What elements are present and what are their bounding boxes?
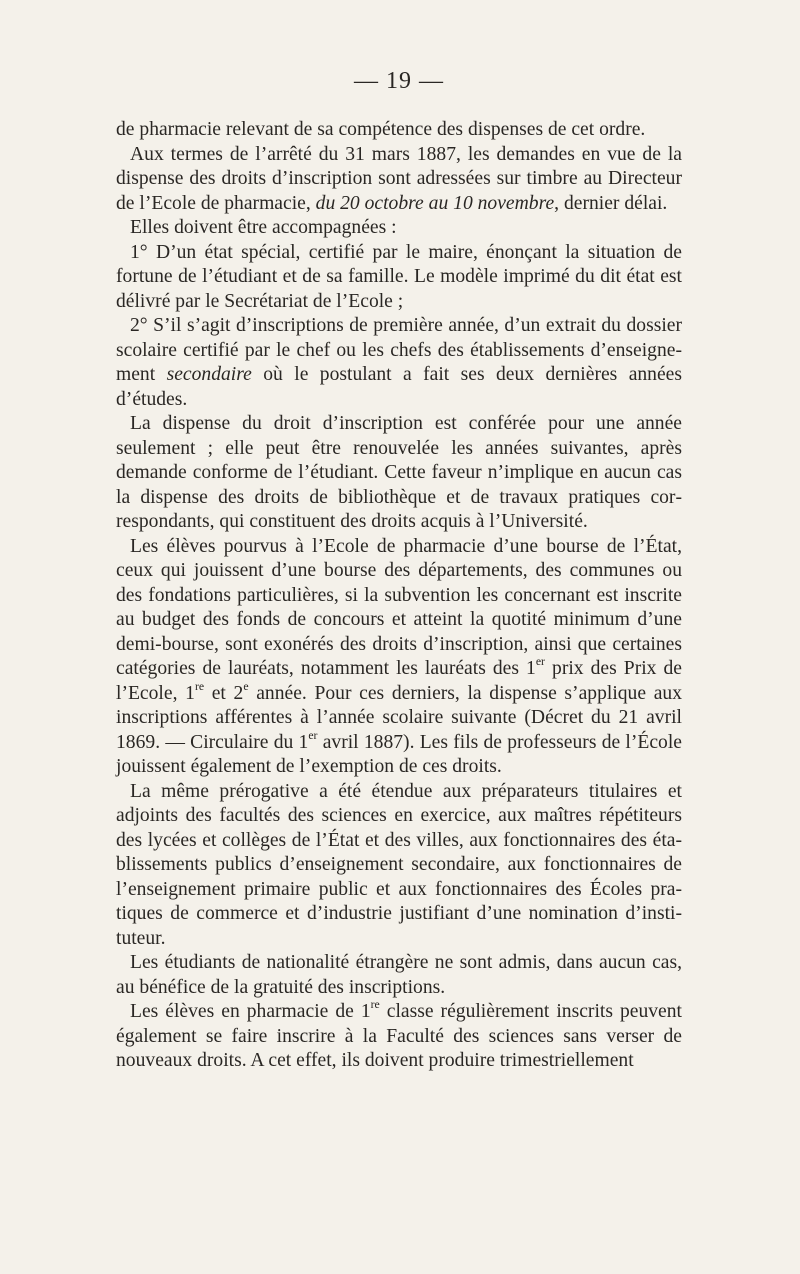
paragraph-item-2 xyxy=(116,314,682,412)
text-run: 2° S’il s’agit d’inscriptions de première année, d’un extrait du dossier scolaire certifié par le chef ou les chefs des établissements d’enseignement xyxy=(116,315,682,385)
emphasis-secondaire: secondaire xyxy=(166,364,252,385)
superscript: re xyxy=(370,998,380,1012)
paragraph-dispense-duration: La dispense du droit d’inscription est conférée pour une année seulement ; elle peut être renouvelée les années suivantes, après demande conforme de l’étudiant. Cette faveur n’implique en aucun cas la dispense des droits de bibliothèque et de travaux pratiques correspondants, qui constituent des droits acquis à l’Université. xyxy=(116,413,682,532)
paragraph-accompanied: Elles doivent être accompagnées : xyxy=(130,217,397,238)
paragraph-first-class-students xyxy=(116,1000,682,1074)
text-run: Les élèves pourvus à l’Ecole de pharmacie d’une bourse de l’État, ceux qui jouissent d’une bourse des départements, des communes ou des fondations particulières, si la subvention les concernant est inscrite au budget des fonds de concours et atteint la quotité minimum d’une demi-bourse, sont exonérés des droits d’inscription, ainsi que certaines catégories de lauréats, notamment les lauréats des 1 xyxy=(116,535,682,679)
text-run: avril 1887). Les fils de professeurs de l’École jouissent également de l’exemption de ces droits. xyxy=(116,731,682,777)
text-run: , dernier délai. xyxy=(554,192,668,214)
superscript: e xyxy=(243,679,249,693)
text-run: Les élèves en pharmacie de 1 xyxy=(130,1001,371,1022)
text-run: où le postulant a fait ses deux dernières années d’études. xyxy=(116,364,682,410)
text-run: classe régulièrement inscrits peuvent également se faire inscrire à la Faculté des sciences sans verser de nouveaux droits. A cet effet, ils doivent produire trimestriellement xyxy=(116,1001,682,1071)
body-text xyxy=(116,118,682,1074)
superscript: er xyxy=(308,728,318,742)
paragraph-prerogative: La même prérogative a été étendue aux préparateurs titulaires et adjoints des facultés des sciences en exercice, aux maîtres répétiteurs des lycées et collèges de l’État et des villes, aux fonctionnaires des établissements publics d’enseignement secondaire, aux fonctionnaires de l’enseignement primaire public et aux fonctionnaires des Écoles pratiques de commerce et d’industrie justifiant d’une nomination d’instituteur. xyxy=(116,780,682,949)
text-run: prix des Prix de l’Ecole, 1 xyxy=(116,658,682,704)
page-number: — 19 — xyxy=(354,68,444,94)
deadline-dates: du 20 octobre au 10 novembre xyxy=(315,192,555,214)
text-run: et 2 xyxy=(204,682,244,704)
paragraph-foreign-students: Les étudiants de nationalité étrangère ne sont admis, dans aucun cas, au bénéfice de la gratuité des inscriptions. xyxy=(116,952,682,998)
paragraph-item-1: 1° D’un état spécial, certifié par le maire, énonçant la situation de fortune de l’étudiant et de sa famille. Le modèle imprimé du dit état est délivré par le Secrétariat de l’Ecole ; xyxy=(116,241,682,312)
text-run: année. Pour ces derniers, la dispense s’applique aux inscriptions afférentes à l’année scolaire suivante (Décret du 21 avril 1869. — Circulaire du 1 xyxy=(116,682,682,753)
paragraph-application-terms xyxy=(116,143,682,217)
paragraph-scholarship-holders xyxy=(116,535,682,780)
text-run: Aux termes de l’arrêté du 31 mars 1887, les demandes en vue de la dispense des droits d’inscription sont adressées sur timbre au Directeur de l’Ecole de pharmacie, xyxy=(116,143,682,214)
superscript: re xyxy=(194,679,205,693)
paragraph-continuation: de pharmacie relevant de sa compétence des dispenses de cet ordre. xyxy=(116,119,646,140)
superscript: er xyxy=(535,655,545,669)
